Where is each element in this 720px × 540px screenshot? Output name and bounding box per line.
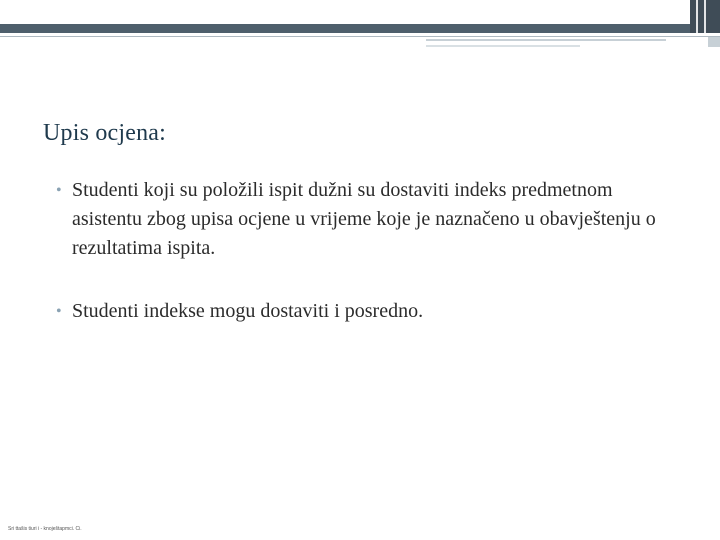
bullet-text: Studenti koji su položili ispit dužni su dostaviti indeks predmetnom asistentu zbog upisa ocjene u vrijeme koje je naznačeno u obavještenju o rezultatima ispita. [72,179,656,259]
decorative-line [426,39,666,41]
decorative-line [426,45,580,47]
decorative-line [0,36,720,37]
bullet-item [56,176,676,263]
top-band [0,0,720,24]
decorative-stripe [704,0,706,33]
slide-title: Upis ocjena: [43,120,167,146]
bullet-text: Studenti indekse mogu dostaviti i posredno. [72,300,424,322]
bullet-icon: • [56,303,62,320]
top-decorative-bar [0,24,720,33]
bullet-item [56,297,676,326]
bullet-icon: • [56,182,62,199]
decorative-stripe [696,0,698,33]
top-right-decorative-block [690,0,720,33]
bullet-list [56,176,676,360]
decorative-line [708,37,720,47]
slide-footer: Sri ttašis tiuri i - knoještapmci. Ci. [8,526,82,532]
